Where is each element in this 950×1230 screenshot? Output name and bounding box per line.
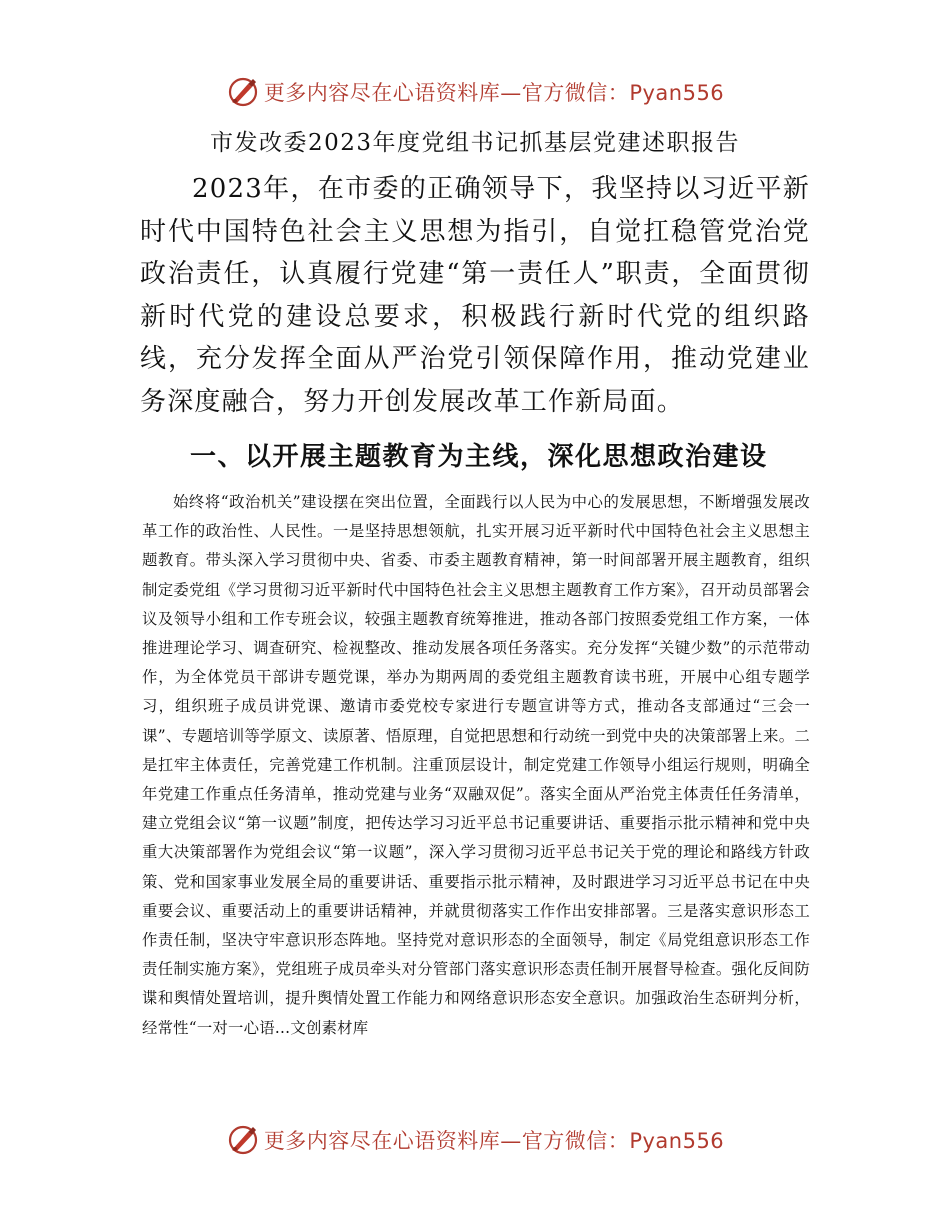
- watermark-banner-bottom: [0, 1120, 950, 1160]
- section-body-paragraph: 始终将“政治机关”建设摆在突出位置，全面践行以人民为中心的发展思想，不断增强发展改革工作的政治性、人民性。一是坚持思想领航，扎实开展习近平新时代中国特色社会主义思想主题教育。带头深入学习贯彻中央、省委、市委主题教育精神，第一时间部署开展主题教育，组织制定委党组《学习贯彻习近平新时代中国特色社会主义思想主题教育工作方案》，召开动员部署会议及领导小组和工作专班会议，较强主题教育统筹推进，推动各部门按照委党组工作方案，一体推进理论学习、调查研究、检视整改、推动发展各项任务落实。充分发挥“关键少数”的示范带动作，为全体党员干部讲专题党课，举办为期两周的委党组主题教育读书班，开展中心组专题学习，组织班子成员讲党课、邀请市委党校专家进行专题宣讲等方式，推动各支部通过“三会一课”、专题培训等学原文、读原著、悟原理，自觉把思想和行动统一到党中央的决策部署上来。二是扛牢主体责任，完善党建工作机制。注重顶层设计，制定党建工作领导小组运行规则，明确全年党建工作重点任务清单，推动党建与业务“双融双促”。落实全面从严治党主体责任任务清单，建立党组会议“第一议题”制度，把传达学习习近平总书记重要讲话、重要指示批示精神和党中央重大决策部署作为党组会议“第一议题”，深入学习贯彻习近平总书记关于党的理论和路线方针政策、党和国家事业发展全局的重要讲话、重要指示批示精神，及时跟进学习习近平总书记在中央重要会议、重要活动上的重要讲话精神，并就贯彻落实工作作出安排部署。三是落实意识形态工作责任制，坚决守牢意识形态阵地。坚持党对意识形态的全面领导，制定《局党组意识形态工作责任制实施方案》，党组班子成员牵头对分管部门落实意识形态责任制开展督导检查。强化反间防谍和舆情处置培训，提升舆情处置工作能力和网络意识形态安全意识。加强政治生态研判分析，经常性“一对一心语…文创素材库: [142, 493, 810, 1037]
- watermark-text: 更多内容尽在心语资料库—官方微信：Pyan556: [263, 1129, 725, 1153]
- ink-pen-logo-icon: [226, 75, 260, 109]
- ink-pen-logo-icon: [226, 1123, 260, 1157]
- watermark-text: 更多内容尽在心语资料库—官方微信：Pyan556: [263, 81, 725, 105]
- section-heading: 一、以开展主题教育为主线，深化思想政治建设: [190, 442, 768, 472]
- watermark-banner-top: [0, 72, 950, 112]
- document-title: 市发改委2023年度党组书记抓基层党建述职报告: [209, 130, 741, 156]
- lead-paragraph: 2023年，在市委的正确领导下，我坚持以习近平新时代中国特色社会主义思想为指引，自觉扛稳管党治党政治责任，认真履行党建“第一责任人”职责，全面贯彻新时代党的建设总要求，积极践行新时代党的组织路线，充分发挥全面从严治党引领保障作用，推动党建业务深度融合，努力开创发展改革工作新局面。: [140, 174, 810, 417]
